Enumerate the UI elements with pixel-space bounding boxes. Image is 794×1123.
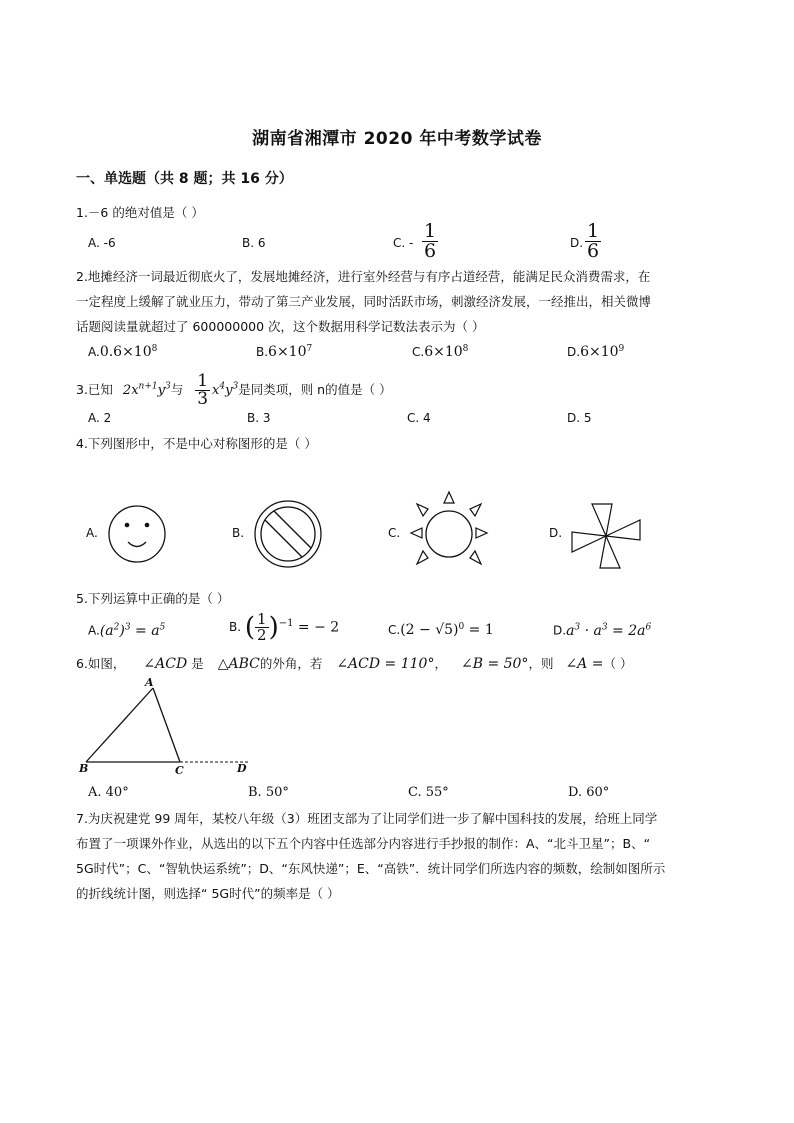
q2-option-d: $D.6\times 10^9$: [567, 344, 625, 360]
question-4-stem: 4.下列图形中，不是中心对称图形的是（ ）: [76, 436, 317, 451]
question-5-stem: 5.下列运算中正确的是（ ）: [76, 591, 230, 606]
question-2-line-2: 一定程度上缓解了就业压力，带动了第三产业发展，同时活跃市场，刺激经济发展，一经推出，相关微博: [76, 294, 652, 309]
q3-option-d: D. 5: [567, 411, 592, 425]
q1-c-denominator: 6: [424, 240, 437, 262]
question-7-line-2: 布置了一项课外作业，从选出的以下五个内容中任选部分内容进行手抄报的制作：A、“北斗卫星”；B、“: [76, 836, 651, 851]
q1-option-d-fraction: [585, 222, 601, 261]
q3-term-2: $x^4y^3$: [212, 381, 239, 398]
q3-option-b: B. 3: [247, 411, 271, 425]
q3-term-1: $2x^{n+1}y^3$: [122, 381, 171, 398]
q2-option-b: $B.6\times 10^7$: [256, 344, 313, 360]
figure-label-c: C: [175, 764, 184, 777]
question-1-stem: 1.－6 的绝对值是（ ）: [76, 205, 204, 220]
question-6-stem: 6.如图， ∠ACD 是 △ABC的外角，若 ∠ACD = 110°， ∠B = 50°，则 ∠A =（ ）: [76, 656, 633, 672]
question-2-line-1: 2.地摊经济一词最近彻底火了，发展地摊经济，进行室外经营与有序占道经营，能满足民众消费需求，在: [76, 269, 651, 284]
question-7-line-1: 7.为庆祝建党 99 周年，某校八年级（3）班团支部为了让同学们进一步了解中国科技的发展，给班上同学: [76, 811, 658, 826]
slashed-circle-figure: [253, 499, 323, 569]
pinwheel-figure: [568, 498, 644, 574]
figure-label-b: B: [79, 762, 89, 775]
q1-c-numerator: 1: [424, 220, 437, 242]
q2-option-a: $A.0.6\times 10^8$: [88, 344, 158, 360]
q6-option-b: B. 50°: [248, 785, 289, 800]
q6-option-a: A. 40°: [88, 785, 129, 800]
q1-option-a: A. -6: [88, 236, 116, 250]
q5-b-fraction: $\frac{1}{2}$: [257, 610, 267, 644]
q4-option-c-label: C.: [388, 526, 401, 540]
q6-option-c: C. 55°: [408, 785, 449, 800]
question-3-stem: 3.已知 $2x^{n+1}y^3$与 $\frac{1}{3}$ $x^4y^3$是同类项，则 n的值是（ ）: [76, 371, 392, 409]
q1-option-b: B. 6: [242, 236, 266, 250]
q1-option-d: D.: [570, 236, 584, 250]
figure-label-a: A: [145, 676, 154, 689]
page-title: 湖南省湘潭市 2020 年中考数学试卷: [252, 129, 542, 149]
q3-option-c: C. 4: [407, 411, 431, 425]
question-2-line-3: 话题阅读量就超过了 600000000 次，这个数据用科学记数法表示为（ ）: [76, 319, 485, 334]
q3-fraction: $\frac{1}{3}$: [197, 371, 209, 409]
figure-label-d: D: [237, 762, 247, 775]
smiley-face-figure: [107, 504, 167, 564]
q4-option-b-label: B.: [232, 526, 245, 540]
q2-option-c: $C.6\times 10^8$: [412, 344, 469, 360]
q6-option-d: D. 60°: [568, 785, 610, 800]
triangle-figure: [74, 676, 264, 778]
q1-d-denominator: 6: [587, 240, 600, 262]
q5-option-b: B. ( $\frac{1}{2}$ )$^{-1}$ = − 2: [229, 610, 340, 644]
q1-option-c: C. -: [393, 236, 414, 250]
sun-figure: [403, 488, 495, 580]
q5-option-d: $D.a^3 \cdot a^3 = 2a^6$: [553, 622, 652, 639]
q5-option-a: $A.(a^2)^3 = a^5$: [88, 622, 166, 639]
q5-option-c: $C.(2 - √5)^0 = 1$: [388, 622, 494, 638]
q1-d-numerator: 1: [587, 220, 600, 242]
question-7-line-4: 的折线统计图，则选择“ 5G时代”的频率是（ ）: [76, 886, 340, 901]
q4-option-d-label: D.: [549, 526, 563, 540]
section-heading: 一、单选题（共 8 题；共 16 分）: [76, 171, 293, 187]
q1-option-c-fraction: [422, 222, 438, 261]
q3-option-a: A. 2: [88, 411, 112, 425]
q4-option-a-label: A.: [86, 526, 98, 540]
question-7-line-3: 5G时代”；C、“智轨快运系统”；D、“东风快递”；E、“高铁”．统计同学们所选内容的频数，绘制如图所示: [76, 861, 666, 876]
